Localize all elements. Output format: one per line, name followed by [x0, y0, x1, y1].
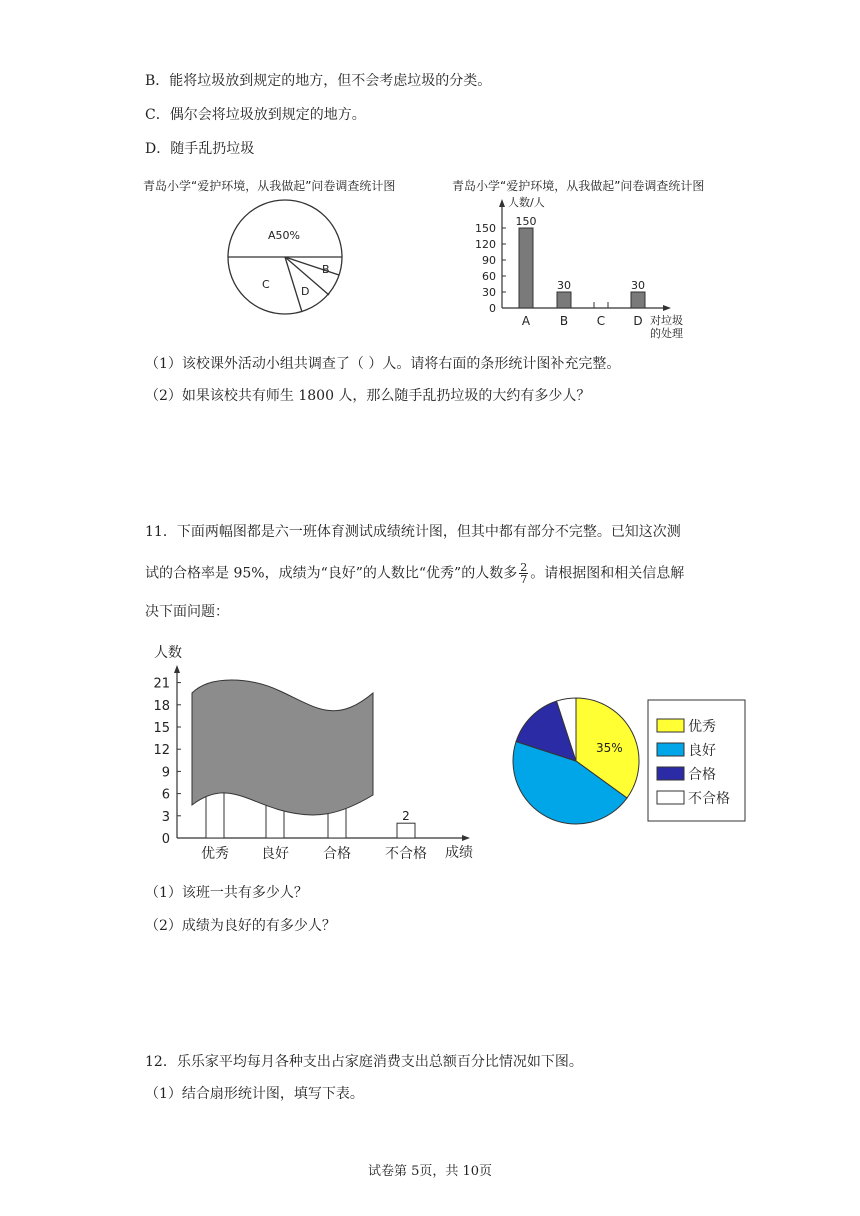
- y-axis-arrow: [499, 199, 505, 207]
- pie-label-c: C: [262, 278, 270, 291]
- q11-line1: 11．下面两幅图都是六一班体育测试成绩统计图，但其中都有部分不完整。已知这次测: [145, 524, 681, 540]
- legend-label-优秀: 优秀: [688, 719, 716, 735]
- bar-y-tick-label: 60: [482, 270, 496, 283]
- option-d: D．随手乱扔垃圾: [145, 141, 255, 157]
- pie-chart-title: 青岛小学“爱护环境，从我做起”问卷调查统计图: [143, 179, 396, 193]
- bar-B: [557, 292, 571, 308]
- grade-y-tick-label: 21: [153, 676, 170, 692]
- grade-y-axis-label: 人数: [154, 645, 182, 661]
- grade-y-tick-label: 12: [153, 743, 170, 759]
- q12-line1: 12．乐乐家平均每月各种支出占家庭消费支出总额百分比情况如下图。: [145, 1054, 583, 1070]
- q11-sub1: （1）该班一共有多少人？: [145, 885, 308, 901]
- bar-y-tick-label: 120: [475, 238, 496, 251]
- q10-sub1: （1）该校课外活动小组共调查了（ ）人。请将右面的条形统计图补充完整。: [145, 356, 621, 372]
- survey-pie-chart: [228, 200, 342, 314]
- grade-y-tick-label: 6: [161, 787, 170, 803]
- grade-x-axis-arrow: [462, 835, 470, 841]
- grade-y-tick-label: 9: [161, 765, 170, 781]
- bar-value-label-B: 30: [557, 279, 571, 292]
- grade-bar-chart: [140, 635, 490, 865]
- bar-y-tick-label: 30: [482, 286, 496, 299]
- q11-line2: [145, 562, 684, 585]
- legend-swatch-优秀: [657, 719, 684, 732]
- bar-value-label-A: 150: [515, 215, 537, 228]
- grade-x-axis-label: 成绩: [445, 845, 473, 861]
- pie-label-b: B: [322, 263, 330, 276]
- bar-category-label-A: A: [521, 314, 531, 328]
- grade-category-label-优秀: 优秀: [201, 846, 229, 862]
- grade-bar-value-不合格: 2: [402, 809, 410, 824]
- q10-sub2: （2）如果该校共有师生 1800 人，那么随手乱扔垃圾的大约有多少人？: [145, 388, 591, 404]
- legend-label-不合格: 不合格: [688, 791, 730, 807]
- bar-category-label-D: D: [633, 314, 643, 328]
- q11-line2-a: 试的合格率是 95%，成绩为“良好”的人数比“优秀”的人数多: [145, 565, 518, 582]
- fraction-two-sevenths: $\frac{2}{7}$: [520, 561, 528, 586]
- bar-A: [519, 228, 533, 308]
- pie-percent-label: 35%: [596, 741, 623, 755]
- option-c: C．偶尔会将垃圾放到规定的地方。: [145, 107, 366, 123]
- page-footer: 试卷第 5页，共 10页: [367, 1164, 493, 1179]
- q11-sub2: （2）成绩为良好的有多少人？: [145, 918, 336, 934]
- q11-line3: 决下面问题：: [145, 604, 229, 620]
- x-axis-label-line1: 对垃圾: [650, 314, 683, 327]
- grade-category-label-合格: 合格: [323, 846, 351, 862]
- grade-pie-chart: [505, 690, 755, 830]
- grade-y-axis-arrow: [174, 665, 180, 673]
- y-axis-label: 人数/人: [508, 196, 545, 209]
- bar-category-label-C: C: [596, 314, 606, 328]
- q11-line2-b: 。请根据图和相关信息解: [530, 565, 685, 582]
- grade-category-label-良好: 良好: [261, 846, 289, 862]
- bar-y-tick-label: 0: [489, 302, 496, 315]
- legend-label-良好: 良好: [688, 743, 716, 759]
- x-axis-arrow: [663, 305, 671, 311]
- q10-figures: [140, 172, 740, 347]
- grade-y-tick-label: 18: [153, 698, 170, 714]
- option-b: B．能将垃圾放到规定的地方，但不会考虑垃圾的分类。: [145, 73, 492, 89]
- survey-bar-chart: [475, 195, 683, 340]
- x-axis-label-line2: 的处理: [650, 327, 683, 340]
- legend-swatch-不合格: [657, 791, 684, 804]
- bar-D: [631, 292, 645, 308]
- grade-y-tick-label: 0: [161, 832, 170, 847]
- pie-label-a: A50%: [268, 229, 300, 242]
- legend-label-合格: 合格: [688, 767, 716, 783]
- legend-swatch-良好: [657, 743, 684, 756]
- pie-label-d: D: [301, 285, 310, 298]
- grade-bar-不合格: [397, 823, 415, 838]
- legend-swatch-合格: [657, 767, 684, 780]
- grade-y-tick-label: 3: [161, 809, 170, 825]
- grade-category-label-不合格: 不合格: [385, 846, 427, 862]
- bar-chart-title: 青岛小学“爱护环境，从我做起”问卷调查统计图: [452, 179, 705, 193]
- bar-value-label-D: 30: [631, 279, 645, 292]
- bar-y-tick-label: 90: [482, 254, 496, 267]
- bar-y-tick-label: 150: [475, 222, 496, 235]
- bar-category-label-B: B: [559, 314, 569, 328]
- q12-sub1: （1）结合扇形统计图，填写下表。: [145, 1086, 364, 1102]
- grade-y-tick-label: 15: [153, 721, 170, 736]
